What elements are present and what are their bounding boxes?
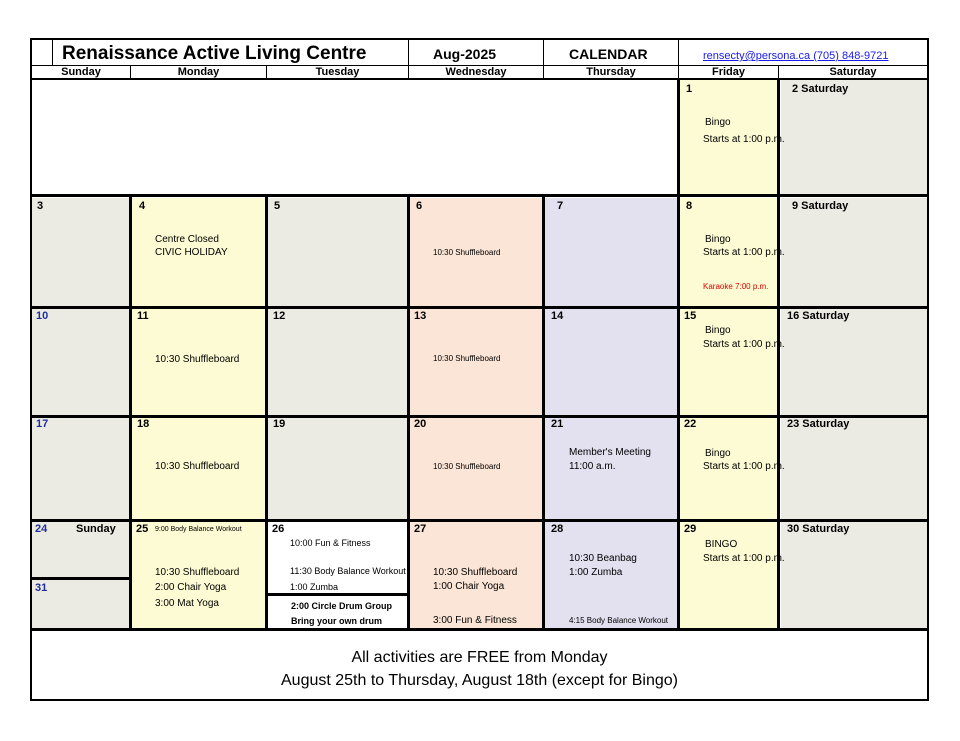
grid-line [542, 194, 545, 629]
day-cell [268, 198, 407, 306]
day-number: 5 [274, 200, 281, 212]
weekday-friday: Friday [679, 66, 778, 79]
event: Bingo [705, 234, 731, 245]
weekday-thursday: Thursday [544, 66, 678, 79]
day-label: Sunday [76, 523, 116, 535]
footer-line-2: August 25th to Thursday, August 18th (except for Bingo) [281, 672, 678, 689]
day-number: 30 Saturday [787, 523, 850, 535]
event: 1:00 Zumba [290, 582, 339, 592]
day-number: 17 [36, 418, 49, 430]
event: 10:30 Shuffleboard [433, 567, 518, 578]
event: Bingo [705, 325, 731, 336]
event: Starts at 1:00 p.m. [703, 553, 785, 564]
day-cell [268, 418, 407, 519]
event: 10:30 Shuffleboard [433, 248, 501, 257]
event: Bingo [705, 448, 731, 459]
event: 10:30 Shuffleboard [155, 354, 240, 365]
event: 4:15 Body Balance Workout [569, 616, 669, 625]
event: Member's Meeting [569, 447, 651, 458]
footer-line-1: All activities are FREE from Monday [351, 649, 608, 666]
event: 2:00 Circle Drum Group [291, 601, 393, 611]
event: 10:00 Fun & Fitness [290, 538, 371, 548]
day-number: 24 [35, 523, 48, 535]
event: 10:30 Shuffleboard [433, 462, 501, 471]
day-number: 13 [414, 310, 427, 322]
day-number: 12 [273, 310, 286, 322]
event: 10:30 Shuffleboard [155, 461, 240, 472]
day-number: 15 [684, 310, 697, 322]
day-number: 18 [137, 418, 150, 430]
day-number: 1 [686, 83, 693, 95]
day-cell [781, 522, 927, 628]
grid-line [32, 306, 927, 309]
event: Starts at 1:00 p.m. [703, 339, 785, 350]
event: Starts at 1:00 p.m. [703, 247, 785, 258]
event: 1:00 Chair Yoga [433, 581, 505, 592]
day-cell [32, 309, 129, 415]
weekday-sunday: Sunday [32, 66, 130, 79]
footer-note [32, 631, 927, 699]
day-number: 8 [686, 200, 693, 212]
day-number: 14 [551, 310, 564, 322]
day-cell [32, 522, 129, 628]
grid-line [32, 78, 927, 80]
day-number: 9 Saturday [792, 200, 849, 212]
event: 2:00 Chair Yoga [155, 582, 227, 593]
day-number: 11 [137, 310, 149, 322]
event: CIVIC HOLIDAY [155, 247, 228, 258]
day-cell [32, 418, 129, 519]
event: Bingo [705, 117, 731, 128]
event: Centre Closed [155, 234, 219, 245]
day-number: 19 [273, 418, 286, 430]
event: Karaoke 7:00 p.m. [703, 282, 769, 291]
header-divider [678, 40, 679, 66]
event: Starts at 1:00 p.m. [703, 461, 785, 472]
day-number: 2 Saturday [792, 83, 849, 95]
event: 3:00 Mat Yoga [155, 598, 219, 609]
event: BINGO [705, 539, 738, 550]
day-number: 23 Saturday [787, 418, 850, 430]
day-number: 21 [551, 418, 564, 430]
day-number: 25 [136, 523, 149, 535]
event: 11:30 Body Balance Workout [290, 566, 406, 576]
day-number: 3 [37, 200, 44, 212]
grid-line [129, 194, 132, 629]
event: 11:00 a.m. [569, 461, 616, 472]
weekday-wednesday: Wednesday [409, 66, 543, 79]
day-cell [781, 80, 927, 194]
day-number: 28 [551, 523, 564, 535]
day-number: 22 [684, 418, 697, 430]
day-cell [268, 309, 407, 415]
day-cell [32, 198, 129, 306]
day-cell [781, 418, 927, 519]
day-number: 29 [684, 523, 697, 535]
day-number: 7 [557, 200, 564, 212]
day-number: 6 [416, 200, 423, 212]
day-cell [545, 198, 677, 306]
day-number: 27 [414, 523, 427, 535]
event: 10:30 Shuffleboard [155, 567, 240, 578]
day-cell [781, 198, 927, 306]
event: Bring your own drum [291, 616, 382, 626]
header-divider [52, 40, 53, 66]
grid-line [265, 194, 268, 629]
day-number: 26 [272, 523, 285, 535]
month-label: Aug-2025 [433, 46, 497, 62]
event: 1:00 Zumba [569, 567, 623, 578]
grid-line [777, 78, 780, 629]
event: Starts at 1:00 p.m. [703, 134, 785, 145]
day-number: 10 [36, 310, 49, 322]
event: 9:00 Body Balance Workout [155, 526, 242, 533]
header-divider [543, 40, 544, 66]
header-divider [408, 40, 409, 66]
contact-link[interactable]: rensecty@persona.ca (705) 848-9721 [703, 50, 889, 62]
weekday-monday: Monday [131, 66, 266, 79]
grid-line [407, 194, 410, 629]
calendar-label: CALENDAR [569, 46, 648, 62]
event: 10:30 Beanbag [569, 553, 637, 564]
day-number: 20 [414, 418, 427, 430]
grid-line [32, 577, 130, 580]
weekday-tuesday: Tuesday [267, 66, 408, 79]
event: 10:30 Shuffleboard [433, 354, 501, 363]
day-number: 16 Saturday [787, 310, 850, 322]
weekday-saturday: Saturday [779, 66, 927, 79]
grid-line [32, 519, 927, 522]
grid-line [677, 78, 680, 629]
grid-line [32, 194, 927, 197]
day-number: 31 [35, 582, 48, 594]
event: 3:00 Fun & Fitness [433, 615, 517, 626]
day-number: 4 [139, 200, 146, 212]
day-cell [545, 309, 677, 415]
centre-title: Renaissance Active Living Centre [62, 43, 367, 64]
day-cell [781, 309, 927, 415]
